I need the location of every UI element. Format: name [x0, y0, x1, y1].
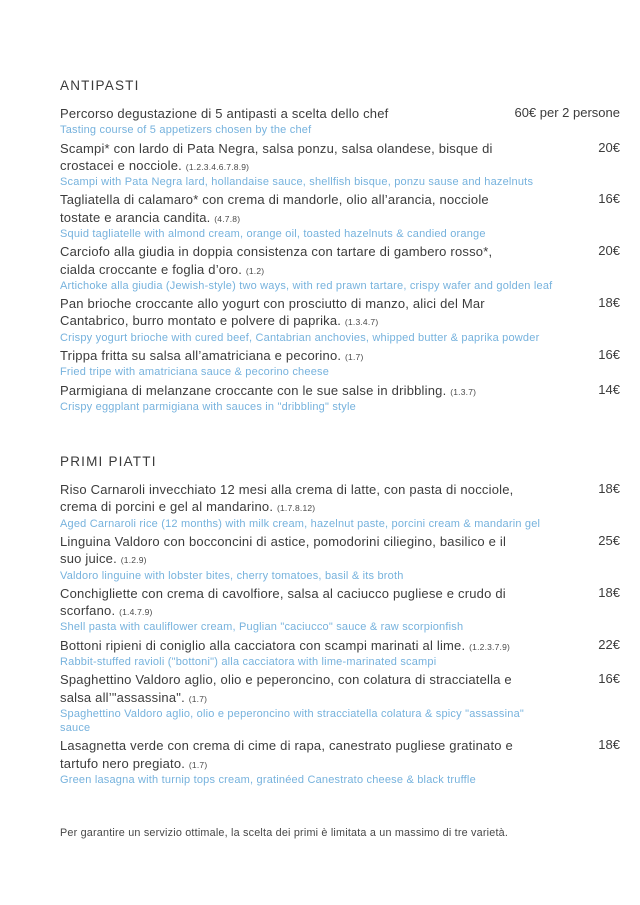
- menu-content: [60, 78, 620, 839]
- item-allergens: (1.4.7.9): [119, 607, 153, 618]
- item-name-italian: [60, 140, 522, 175]
- item-name-italian: [60, 295, 522, 330]
- item-price: 22€: [598, 636, 620, 652]
- item-allergens: (1.7): [188, 693, 208, 704]
- item-name-italian: [60, 105, 522, 122]
- item-price: 18€: [598, 584, 620, 600]
- item-name-italian: [60, 737, 522, 772]
- menu-sections: [60, 78, 620, 787]
- item-translation-english: Crispy eggplant parmigiana with sauces in "dribbling" style: [60, 400, 356, 413]
- item-name-italian: [60, 347, 522, 364]
- item-allergens: (1.7): [345, 352, 364, 363]
- item-name-text: Pan brioche croccante allo yogurt con prosciutto di manzo, alici del Mar Cantabrico, burro montato e polvere di paprika.: [60, 296, 485, 329]
- item-translation-english: Green lasagna with turnip tops cream, gratinéed Canestrato cheese & black truffle: [60, 774, 476, 787]
- item-translation-english: Tasting course of 5 appetizers chosen by the chef: [60, 124, 312, 137]
- item-name-italian: [60, 191, 522, 226]
- footer-note: Per garantire un servizio ottimale, la scelta dei primi è limitata a un massimo di tre varietà.: [60, 827, 509, 840]
- item-price: 20€: [598, 139, 620, 155]
- item-name-text: Spaghettino Valdoro aglio, olio e peperoncino, con colatura di stracciatella e salsa all’"assassina".: [60, 672, 512, 705]
- item-name-italian: [60, 585, 522, 620]
- item-allergens: (1.3.4.7): [344, 317, 379, 328]
- item-translation-english: Rabbit-stuffed ravioli ("bottoni") alla cacciatora with lime-marinated scampi: [60, 656, 437, 669]
- item-translation-english: Shell pasta with cauliflower cream, Puglian "caciucco" sauce & raw scorpionfish: [60, 621, 464, 634]
- item-name-text: Lasagnetta verde con crema di cime di rapa, canestrato pugliese gratinato e tartufo nero pregiato.: [60, 738, 513, 771]
- item-translation-english: Squid tagliatelle with almond cream, orange oil, toasted hazelnuts & candied orange: [60, 228, 486, 240]
- menu-item: [60, 295, 620, 345]
- section-title: PRIMI PIATTI: [60, 454, 157, 470]
- menu-item: [60, 347, 620, 380]
- item-price: 16€: [598, 191, 620, 207]
- item-price: 18€: [598, 481, 620, 497]
- menu-item: [60, 533, 620, 583]
- section-title: ANTIPASTI: [60, 78, 140, 93]
- item-translation-english: Scampi with Pata Negra lard, hollandaise sauce, shellfish bisque, ponzu sause and hazelnuts: [60, 176, 534, 189]
- menu-section: [60, 78, 620, 414]
- item-allergens: (1.2.9): [120, 555, 147, 566]
- menu-item: [60, 105, 620, 138]
- item-name-italian: [60, 481, 522, 516]
- item-translation-english: Artichoke alla giudia (Jewish-style) two ways, with red prawn tartare, crispy wafer and golden leaf: [60, 279, 553, 292]
- menu-item: [60, 481, 620, 531]
- menu-item: [60, 585, 620, 635]
- item-name-italian: [60, 671, 522, 706]
- item-translation-english: Fried tripe with amatriciana sauce & pecorino cheese: [60, 366, 330, 379]
- item-price: 60€ per 2 persone: [514, 105, 620, 120]
- item-allergens: (1.7.8.12): [276, 503, 316, 514]
- item-translation-english: Crispy yogurt brioche with cured beef, Cantabrian anchovies, whipped butter & paprika powder: [60, 331, 540, 344]
- menu-item: [60, 671, 620, 735]
- item-name-italian: [60, 243, 522, 278]
- item-name-italian: [60, 533, 522, 568]
- item-allergens: (1.2): [245, 265, 265, 276]
- item-name-text: Trippa fritta su salsa all’amatriciana e pecorino.: [60, 348, 342, 364]
- item-name-text: Conchigliette con crema di cavolfiore, salsa al caciucco pugliese e crudo di scorfano.: [60, 585, 506, 619]
- item-name-text: Tagliatella di calamaro* con crema di mandorle, olio all’arancia, nocciole tostate e arancia candita.: [60, 192, 489, 225]
- item-price: 18€: [598, 737, 620, 753]
- item-price: 25€: [598, 533, 620, 549]
- item-price: 14€: [598, 381, 620, 397]
- item-name-text: Riso Carnaroli invecchiato 12 mesi alla crema di latte, con pasta di nocciole, crema di porcini e gel al mandarino.: [60, 482, 514, 515]
- menu-item: [60, 191, 620, 241]
- section-items: [60, 105, 620, 414]
- item-name-text: Carciofo alla giudia in doppia consistenza con tartare di gambero rosso*, cialda croccante e foglia d’oro.: [60, 244, 493, 277]
- item-translation-english: Valdoro linguine with lobster bites, cherry tomatoes, basil & its broth: [60, 569, 404, 582]
- item-price: 16€: [598, 347, 620, 363]
- item-name-italian: [60, 637, 522, 654]
- menu-item: [60, 737, 620, 787]
- item-allergens: (1.2.3.7.9): [469, 641, 511, 652]
- item-price: 20€: [598, 243, 620, 259]
- menu-item: [60, 140, 620, 190]
- item-allergens: (1.7): [188, 759, 208, 770]
- item-allergens: (1.2.3.4.6.7.8.9): [185, 161, 250, 172]
- item-allergens: (1.3.7): [450, 386, 477, 397]
- item-translation-english: Aged Carnaroli rice (12 months) with milk cream, hazelnut paste, porcini cream & mandarin gel: [60, 517, 541, 530]
- menu-item: [60, 243, 620, 293]
- menu-section: [60, 454, 620, 787]
- item-price: 18€: [598, 295, 620, 311]
- menu-item: [60, 382, 620, 415]
- item-name-text: Scampi* con lardo di Pata Negra, salsa ponzu, salsa olandese, bisque di crostacei e nocciole.: [60, 140, 493, 173]
- item-name-text: Parmigiana di melanzane croccante con le sue salse in dribbling.: [60, 382, 447, 398]
- item-price: 16€: [598, 671, 620, 687]
- section-items: [60, 481, 620, 787]
- item-name-text: Linguina Valdoro con bocconcini di astice, pomodorini ciliegino, basilico e il suo juice.: [60, 534, 507, 567]
- item-translation-english: Spaghettino Valdoro aglio, olio e peperoncino with stracciatella colatura & spicy "assassina" sauce: [60, 707, 525, 735]
- item-name-text: Percorso degustazione di 5 antipasti a scelta dello chef: [60, 106, 389, 121]
- item-name-text: Bottoni ripieni di coniglio alla cacciatora con scampi marinati al lime.: [60, 637, 466, 653]
- item-allergens: (4.7.8): [214, 213, 241, 224]
- item-name-italian: [60, 382, 522, 399]
- menu-item: [60, 637, 620, 670]
